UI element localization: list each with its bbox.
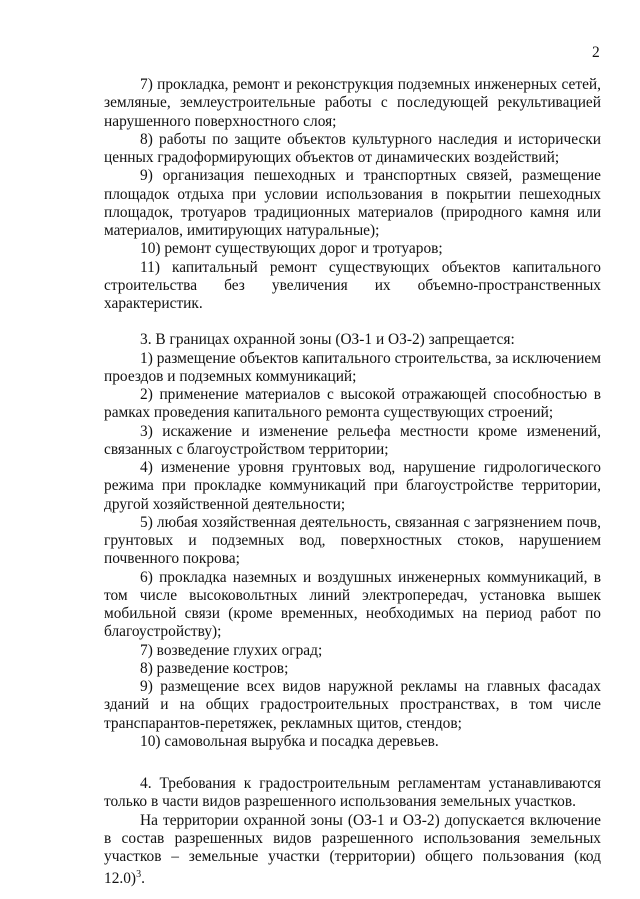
- paragraph: 10) самовольная вырубка и посадка деревьев.: [140, 732, 439, 750]
- paragraph: 10) ремонт существующих дорог и тротуаров;: [140, 240, 443, 258]
- document-body: [104, 76, 601, 889]
- paragraph: 9) размещение всех видов наружной рекламы на главных фасадах зданий и на общих градостроительных пространствах, в том числе транспарантов-перетяжек, рекламных щитов, стендов;: [104, 678, 601, 732]
- paragraph: 7) возведение глухих оград;: [140, 641, 323, 659]
- paragraph: 4) изменение уровня грунтовых вод, нарушение гидрологического режима при прокладке коммуникаций при благоустройстве территории, другой хозяйственной деятельности;: [104, 459, 601, 513]
- paragraph: 7) прокладка, ремонт и реконструкция подземных инженерных сетей, земляные, землеустроительные работы с последующей рекультивацией нарушенного поверхностного слоя;: [104, 76, 601, 130]
- section-heading-4: 4. Требования к градостроительным регламентам устанавливаются только в части видов разрешенного использования земельных участков.: [104, 775, 601, 811]
- paragraph: 9) организация пешеходных и транспортных связей, размещение площадок отдыха при условии использования в покрытии пешеходных площадок, тротуаров традиционных материалов (природного камня или материалов, имитирующих натуральные);: [104, 167, 601, 239]
- footnote-ref: 3: [136, 869, 142, 881]
- paragraph: 8) разведение костров;: [140, 659, 289, 677]
- paragraph: 3) искажение и изменение рельефа местности кроме изменений, связанных с благоустройством территории;: [104, 422, 601, 458]
- paragraph: 11) капитальный ремонт существующих объектов капитального строительства без увеличения их объемно-пространственных характеристик.: [104, 258, 601, 312]
- paragraph: 1) размещение объектов капитального строительства, за исключением проездов и подземных коммуникаций;: [104, 349, 601, 385]
- paragraph: 2) применение материалов с высокой отражающей способностью в рамках проведения капитального ремонта существующих строений;: [104, 386, 601, 422]
- paragraph: 5) любая хозяйственная деятельность, связанная с загрязнением почв, грунтовых и подземных вод, поверхностных стоков, нарушением почвенного покрова;: [104, 513, 601, 568]
- page-number: 2: [592, 44, 600, 61]
- paragraph-with-footnote: На территории охранной зоны (ОЗ-1 и ОЗ-2) допускается включение в состав разрешенных видов разрешенного использования земельных участков – земельные участки (территории) общего пользования (код 12.0)$^3$.: [104, 811, 601, 888]
- paragraph: 8) работы по защите объектов культурного наследия и исторически ценных градоформирующих объектов от динамических воздействий;: [104, 130, 601, 166]
- paragraph: 6) прокладка наземных и воздушных инженерных коммуникаций, в том числе высоковольтных линий электропередач, установка вышек мобильной связи (кроме временных, необходимых на период работ по благоустройству);: [104, 568, 601, 641]
- paragraph-text: На территории охранной зоны (ОЗ-1 и ОЗ-2) допускается включение в состав разрешенных видов разрешенного использования земельных участков – земельные участки (территории) общего пользования (код 12.0): [104, 811, 601, 888]
- section-heading-3: 3. В границах охранной зоны (ОЗ-1 и ОЗ-2) запрещается:: [140, 331, 515, 349]
